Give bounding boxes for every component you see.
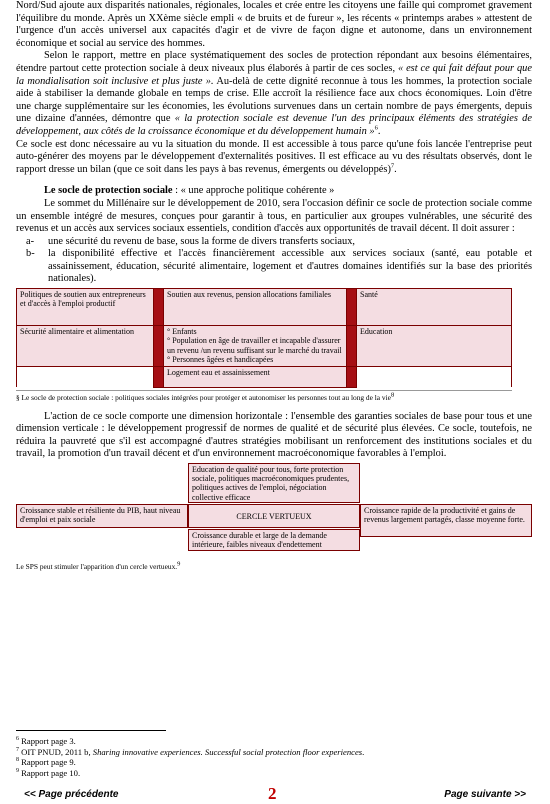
footnote-number: 9 (16, 767, 19, 774)
table-divider (154, 366, 164, 387)
table-caption-text: § Le socle de protection sociale : politiques sociales intégrées pour protéger et autonomiser les personnes tout au long de la vie (16, 392, 391, 402)
footnote-number: 6 (16, 736, 19, 743)
table-row (17, 289, 512, 326)
list-marker: b- (26, 248, 35, 260)
table-cell: Politiques de soutien aux entrepreneurs et d'accès à l'emploi productif (17, 289, 154, 326)
table-cell: Soutien aux revenus, pension allocations familiales (164, 289, 347, 326)
table-caption (16, 390, 512, 402)
paragraph-2-part-a: Selon le rapport, mettre en place systématiquement des socles de protection répondant aux besoins élémentaires, étendre partout cette protection sociale à deux niveaux plus élaborés à partir de ces socles, (16, 50, 532, 74)
next-page-link[interactable]: Page suivante >> (444, 789, 526, 800)
paragraph-2 (16, 50, 532, 138)
section-title (16, 185, 532, 198)
section-title-rest: : « une approche politique cohérente » (172, 185, 335, 197)
document-page (16, 0, 533, 803)
footnote-separator (16, 730, 166, 731)
diagram-box-left: Croissance stable et résiliente du PIB, haut niveau d'emploi et paix sociale (16, 504, 188, 528)
diagram-caption-text: Le SPS peut stimuler l'apparition d'un cercle vertueux. (16, 562, 178, 572)
footnote-text: Rapport page 3. (19, 736, 76, 746)
footnotes (16, 736, 364, 778)
footnote-ref-8[interactable]: 8 (390, 391, 395, 399)
diagram-box-center: CERCLE VERTUEUX (188, 504, 360, 528)
paragraph-1: Nord/Sud ajoute aux disparités nationales, régionales, locales et crée entre les citoyens une faille qui compromet gravement l'équilibre du monde. Après un XXème siècle empli « de bruits et de fureur », les récents « printemps arabes » attestent de l'urgence d'un accès universel aux capacités d'agir et de vivre de façon digne et autonome, dans un environnement économique et social au service des hommes. (16, 0, 532, 49)
table-divider (347, 289, 357, 326)
paragraph-5: L'action de ce socle comporte une dimension horizontale : l'ensemble des garanties sociales de base pour tous et une dimension verticale : le développement progressif de normes de qualité et de sécurité plus élevées. Ce socle, toutefois, ne réduira la pauvreté que s'il est accompagné d'autres stratégies mobilisant un renforcement des institutions sociales et du travail, la promotion d'un travail décent et d'un environnement macroéconomique favorables à l'emploi. (16, 410, 532, 460)
table-row (17, 366, 512, 387)
previous-page-link[interactable]: << Page précédente (24, 789, 119, 800)
social-protection-table (16, 288, 512, 388)
table-cell-empty (17, 366, 154, 387)
footnote-text: OIT PNUD, 2011 b, (19, 746, 93, 757)
table-cell: Sécurité alimentaire et alimentation (17, 326, 154, 367)
table-cell (164, 326, 347, 367)
footnote-ref-6[interactable]: 6 (374, 124, 378, 132)
paragraph-2-quote-1: « est ce qui fait défaut pour que la mondialisation soit inclusive et plus juste ». (16, 62, 532, 87)
list-item (16, 248, 532, 286)
diagram-box-top: Education de qualité pour tous, forte protection sociale, politiques macroéconomiques prudentes, politiques actives de l'emploi, négociation collective efficace (188, 463, 360, 503)
list-item (16, 236, 532, 249)
measures-list (16, 236, 532, 286)
footnote (16, 768, 364, 779)
footnote-ref-7[interactable]: 7 (390, 162, 395, 170)
paragraph-2-end: . (377, 125, 381, 137)
table-divider (347, 326, 357, 367)
page-navigation (16, 786, 532, 804)
virtuous-circle-diagram (16, 463, 532, 561)
table-divider (347, 366, 357, 387)
footnote (16, 757, 364, 768)
diagram-box-bottom: Croissance durable et large de la demande intérieure, faibles niveaux d'endettement (188, 529, 360, 551)
footnote-title: Sharing innovative experiences. Successful social protection floor experiences (92, 746, 363, 757)
table-divider (154, 289, 164, 326)
paragraph-2-quote-2: « la protection sociale est devenue l'un des principaux éléments des stratégies de développement, aux côtés de la croissance économique et du développement humain » (16, 113, 532, 137)
table-cell-line: ° Enfants (167, 327, 197, 337)
section-title-bold: Le socle de protection sociale (44, 185, 173, 197)
footnote-number: 8 (16, 757, 19, 764)
list-item-text: une sécurité du revenu de base, sous la forme de divers transferts sociaux, (48, 235, 355, 247)
footnote-text: Rapport page 10. (19, 767, 81, 778)
table-divider (154, 326, 164, 367)
paragraph-3 (16, 139, 532, 177)
footnote-number: 7 (16, 746, 19, 753)
table-row (17, 326, 512, 367)
paragraph-4: Le sommet du Millénaire sur le développement de 2010, sera l'occasion définir ce socle de protection sociale comme un ensemble intégré de mesures, conçues pour garantir à tous, en particulier aux groupes vulnérables, une sécurité des revenus et un accès aux services sociaux essentiels, condition d'accès aux opportunités de travail décent. Il doit assurer : (16, 197, 532, 235)
list-item-text: la disponibilité effective et l'accès financièrement accessible aux services sociaux (santé, eau potable et assainissement, éducation, sécurité alimentaire, logement et d'autres domaines identifiés sur la base des priorités nationales). (48, 248, 532, 285)
page-number: 2 (268, 784, 277, 803)
paragraph-3-end: . (394, 163, 397, 175)
table-cell: Education (357, 326, 512, 367)
paragraph-3-text: Ce socle est donc nécessaire au vu la situation du monde. Il est accessible à tous parce qu'une fois lancée l'entreprise peut auto-générer des moyens par le développement d'externalités positives. Il est efficace au vu des résultats observés, dont le rapport dresse un bilan (que ce soit dans les pays à bas revenus, émergents ou développés) (16, 138, 532, 175)
footnote-end: . (362, 746, 365, 757)
list-marker: a- (26, 235, 35, 247)
table-cell-line: ° Personnes âgées et handicapées (167, 355, 274, 365)
footnote (16, 736, 364, 747)
diagram-box-right: Croissance rapide de la productivité et gains de revenus largement partagés, classe moyenne forte. (360, 504, 532, 537)
table-cell-line: ° Population en âge de travailler et incapable d'assurer un revenu /un revenu suffisant sur le marché du travail (167, 336, 342, 355)
table-cell: Santé (357, 289, 512, 326)
paragraph-2-part-c: Au-delà de cette dignité reconnue à tous les hommes, la protection sociale aide à stabiliser la demande globale en temps de crise. Elle accroît la résilience face aux chocs économiques. Loin d'être une charge supplémentaire sur les économies, les évolutions survenues dans un certain nombre de pays émergents, depuis une dizaine d'années, démontre que (16, 75, 533, 125)
footnote (16, 747, 364, 758)
table-cell: Logement eau et assainissement (164, 366, 347, 387)
diagram-caption (16, 562, 532, 571)
footnote-ref-9[interactable]: 9 (177, 560, 181, 568)
table-cell-empty (357, 366, 512, 387)
footnote-text: Rapport page 9. (19, 757, 76, 768)
